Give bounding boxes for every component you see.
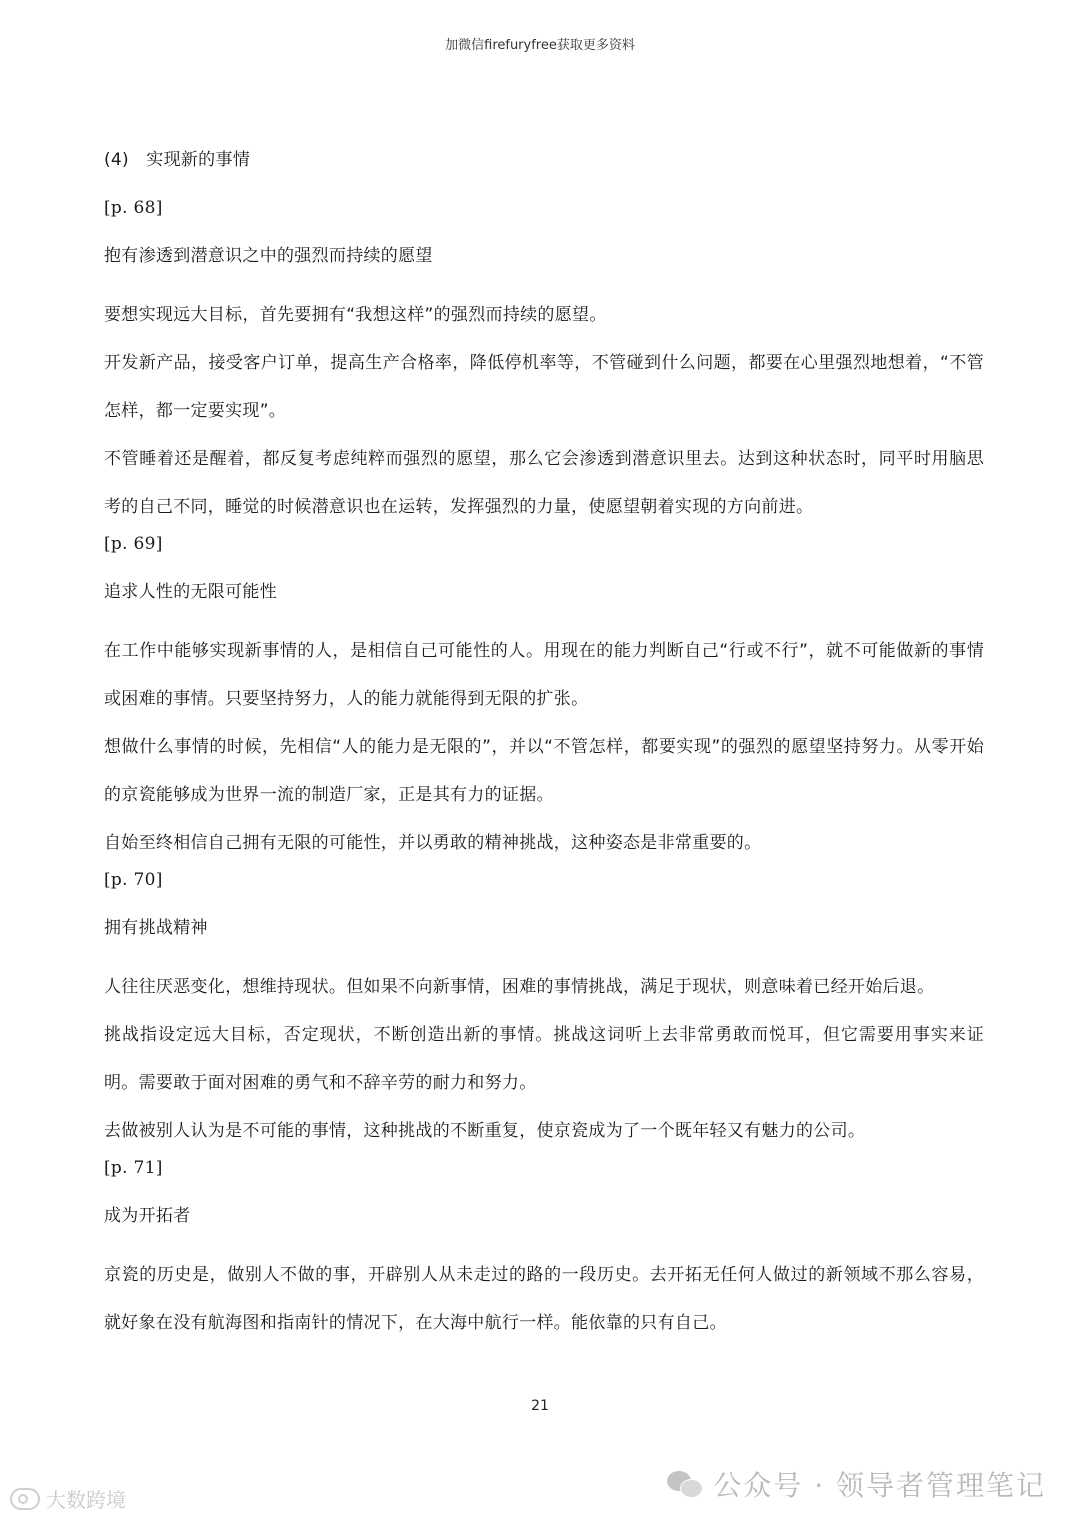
paragraph: 人往往厌恶变化，想维持现状。但如果不向新事情，困难的事情挑战，满足于现状，则意味着已经开始后退。 [104,977,935,997]
brand-watermark-text: 大数跨境 [46,1488,126,1512]
brand-logo-icon [10,1488,40,1510]
paragraph: 去做被别人认为是不可能的事情，这种挑战的不断重复，使京瓷成为了一个既年轻又有魅力的公司。 [104,1121,866,1141]
content-blocks [104,195,984,1347]
paragraph: 京瓷的历史是，做别人不做的事，开辟别人从未走过的路的一段历史。去开拓无任何人做过的新领域不那么容易，就好象在没有航海图和指南针的情况下，在大海中航行一样。能依靠的只有自己。 [104,1265,984,1333]
paragraph: 要想实现远大目标，首先要拥有“我想这样”的强烈而持续的愿望。 [104,305,607,325]
page-reference: [p. 68] [104,198,163,218]
page-header: 加微信firefuryfree获取更多资料 [445,38,635,53]
wechat-watermark-text: 公众号 · 领导者管理笔记 [713,1469,1046,1502]
paragraph: 开发新产品，接受客户订单，提高生产合格率，降低停机率等，不管碰到什么问题，都要在心里强烈地想着，“不管怎样，都一定要实现”。 [104,353,984,421]
paragraph: 挑战指设定远大目标，否定现状，不断创造出新的事情。挑战这词听上去非常勇敢而悦耳，但它需要用事实来证明。需要敢于面对困难的勇气和不辞辛劳的耐力和努力。 [104,1025,984,1093]
page-number: 21 [531,1398,549,1414]
subheading: 拥有挑战精神 [104,918,208,938]
paragraph: 在工作中能够实现新事情的人，是相信自己可能性的人。用现在的能力判断自己“行或不行”，就不可能做新的事情或困难的事情。只要坚持努力，人的能力就能得到无限的扩张。 [104,641,984,709]
section-title: (4) 实现新的事情 [104,150,251,170]
paragraph: 不管睡着还是醒着，都反复考虑纯粹而强烈的愿望，那么它会渗透到潜意识里去。达到这种状态时，同平时用脑思考的自己不同，睡觉的时候潜意识也在运转，发挥强烈的力量，使愿望朝着实现的方向前进。 [104,449,984,517]
paragraph: 想做什么事情的时候，先相信“人的能力是无限的”，并以“不管怎样，都要实现”的强烈的愿望坚持努力。从零开始的京瓷能够成为世界一流的制造厂家，正是其有力的证据。 [104,737,984,805]
brand-watermark [10,1484,126,1513]
subheading: 追求人性的无限可能性 [104,582,277,602]
subheading: 成为开拓者 [104,1206,191,1226]
page-reference: [p. 71] [104,1158,163,1178]
paragraph: 自始至终相信自己拥有无限的可能性，并以勇敢的精神挑战，这种姿态是非常重要的。 [104,833,762,853]
wechat-icon [667,1469,703,1499]
page-reference: [p. 69] [104,534,163,554]
page-reference: [p. 70] [104,870,163,890]
wechat-watermark [667,1464,1046,1504]
subheading: 抱有渗透到潜意识之中的强烈而持续的愿望 [104,246,433,266]
document-body [104,147,984,1347]
